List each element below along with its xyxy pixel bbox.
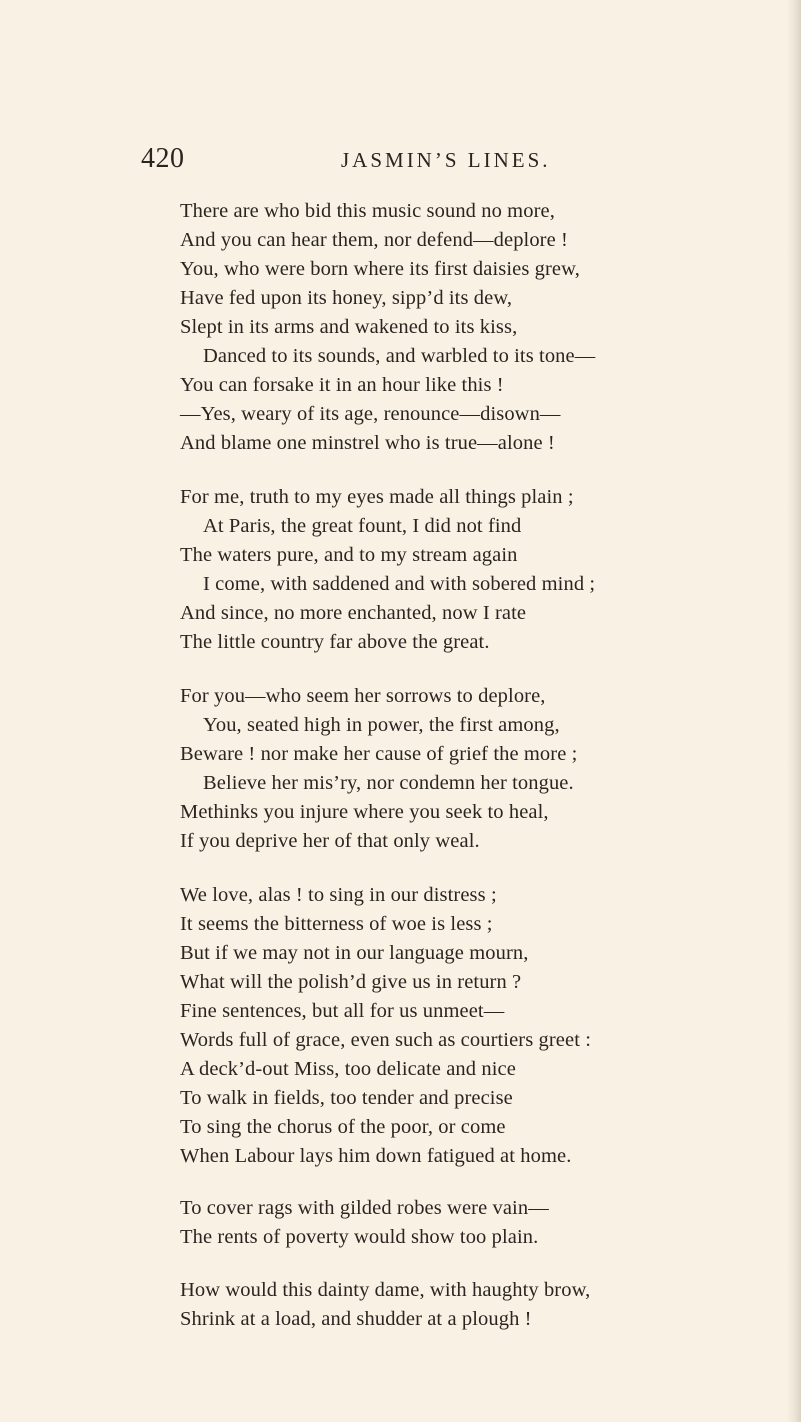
verse-line: You, seated high in power, the first among,	[203, 714, 560, 736]
verse-line: We love, alas ! to sing in our distress ;	[180, 884, 497, 906]
verse-line: When Labour lays him down fatigued at home.	[180, 1145, 572, 1167]
verse-line: Have fed upon its honey, sipp’d its dew,	[180, 287, 513, 309]
verse-line: And you can hear them, nor defend—deplore !	[180, 229, 568, 251]
page-header	[141, 142, 701, 182]
verse-line: Danced to its sounds, and warbled to its tone—	[203, 345, 596, 367]
verse-line: How would this dainty dame, with haughty brow,	[180, 1279, 591, 1301]
verse-line: For me, truth to my eyes made all things plain ;	[180, 486, 574, 508]
verse-line: Fine sentences, but all for us unmeet—	[180, 1000, 505, 1022]
verse-line: At Paris, the great fount, I did not find	[203, 515, 522, 537]
verse-line: Shrink at a load, and shudder at a plough !	[180, 1308, 532, 1330]
verse-line: Believe her mis’ry, nor condemn her tongue.	[203, 772, 574, 794]
verse-line: The waters pure, and to my stream again	[180, 544, 518, 566]
running-title: JASMIN’S LINES.	[341, 148, 551, 172]
verse-line: And blame one minstrel who is true—alone !	[180, 432, 555, 454]
verse-line: Slept in its arms and wakened to its kiss,	[180, 316, 518, 338]
verse-line: There are who bid this music sound no more,	[180, 200, 555, 222]
verse-line: I come, with saddened and with sobered mind ;	[203, 573, 596, 595]
verse-line: Words full of grace, even such as courtiers greet :	[180, 1029, 592, 1051]
verse-line: If you deprive her of that only weal.	[180, 830, 480, 852]
verse-line: It seems the bitterness of woe is less ;	[180, 913, 493, 935]
verse-line: Beware ! nor make her cause of grief the more ;	[180, 743, 578, 765]
verse-line: To cover rags with gilded robes were vain—	[180, 1197, 549, 1219]
verse-line: What will the polish’d give us in return ?	[180, 971, 522, 993]
page-edge-shadow	[787, 0, 801, 1422]
verse-line: The little country far above the great.	[180, 631, 490, 653]
verse-line: A deck’d-out Miss, too delicate and nice	[180, 1058, 516, 1080]
page-number: 420	[141, 143, 185, 174]
verse-line: The rents of poverty would show too plain.	[180, 1226, 539, 1248]
verse-line: And since, no more enchanted, now I rate	[180, 602, 527, 624]
verse-line: But if we may not in our language mourn,	[180, 942, 529, 964]
verse-line: To sing the chorus of the poor, or come	[180, 1116, 506, 1138]
verse-line: —Yes, weary of its age, renounce—disown—	[180, 403, 561, 425]
verse-line: You can forsake it in an hour like this !	[180, 374, 504, 396]
verse-line: To walk in fields, too tender and precise	[180, 1087, 513, 1109]
verse-line: You, who were born where its first daisies grew,	[180, 258, 580, 280]
verse-line: For you—who seem her sorrows to deplore,	[180, 685, 546, 707]
verse-line: Methinks you injure where you seek to heal,	[180, 801, 549, 823]
